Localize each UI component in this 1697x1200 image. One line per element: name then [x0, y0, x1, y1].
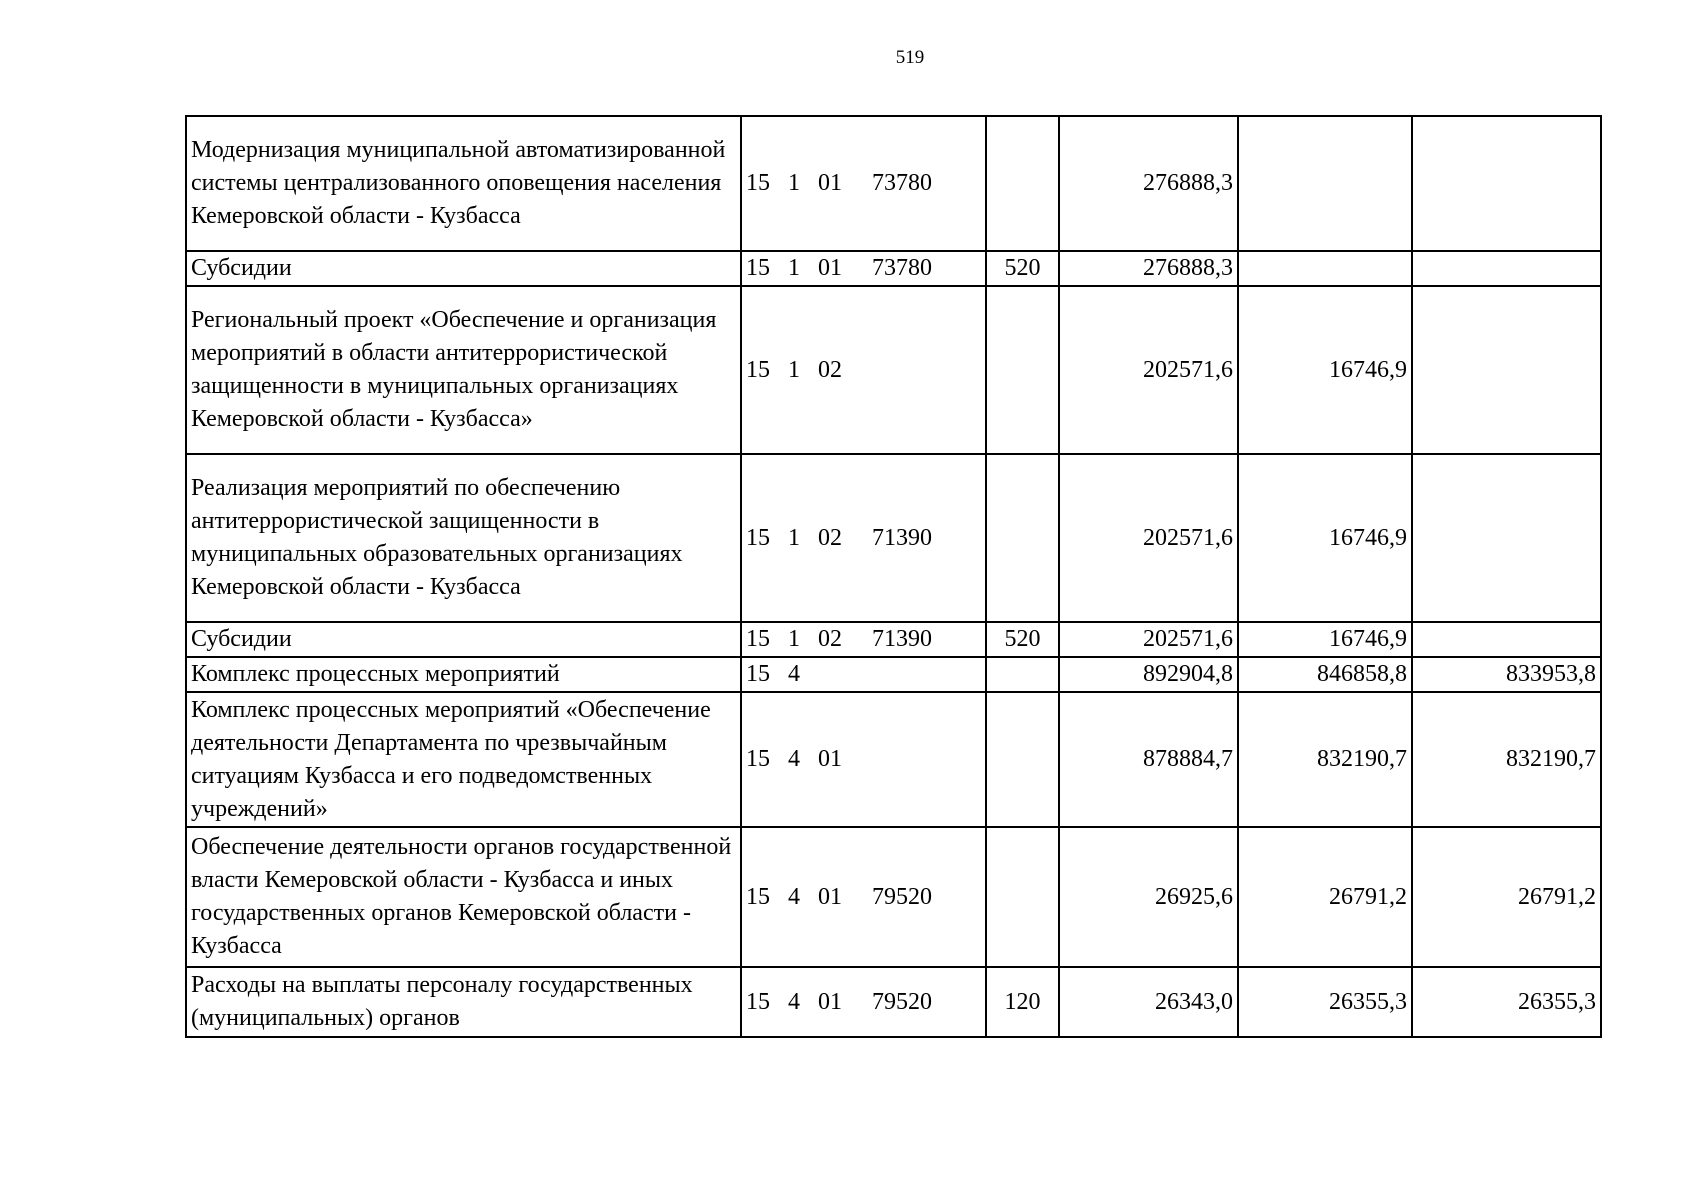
- row-name: Обеспечение деятельности органов государственной власти Кемеровской области - Кузбасса и иных государственных органов Кемеровской области - Кузбасса: [186, 827, 741, 967]
- row-code: 15 4 01 79520: [741, 827, 986, 967]
- budget-table: [185, 115, 1602, 1038]
- table-row: [186, 967, 1601, 1037]
- table-row: [186, 692, 1601, 827]
- row-vr: [986, 692, 1059, 827]
- row-vr: 520: [986, 622, 1059, 657]
- row-year3: [1412, 251, 1601, 286]
- row-vr: 120: [986, 967, 1059, 1037]
- row-name: Модернизация муниципальной автоматизированной системы централизованного оповещения населения Кемеровской области - Кузбасса: [186, 116, 741, 251]
- row-name: Региональный проект «Обеспечение и организация мероприятий в области антитеррористической защищенности в муниципальных организациях Кемеровской области - Кузбасса»: [186, 286, 741, 454]
- row-year2: 16746,9: [1238, 622, 1412, 657]
- page-number: 519: [895, 47, 925, 68]
- table-row: [186, 286, 1601, 454]
- row-year3: 832190,7: [1412, 692, 1601, 827]
- row-year3: [1412, 454, 1601, 622]
- row-year3: [1412, 116, 1601, 251]
- row-year2: 16746,9: [1238, 454, 1412, 622]
- row-year2: 832190,7: [1238, 692, 1412, 827]
- row-year2: [1238, 116, 1412, 251]
- row-year3: [1412, 622, 1601, 657]
- row-year2: 26355,3: [1238, 967, 1412, 1037]
- row-vr: 520: [986, 251, 1059, 286]
- row-year2: 846858,8: [1238, 657, 1412, 692]
- row-year1: 26925,6: [1059, 827, 1238, 967]
- row-name: Комплекс процессных мероприятий «Обеспечение деятельности Департамента по чрезвычайным ситуациям Кузбасса и его подведомственных учреждений»: [186, 692, 741, 827]
- row-year1: 276888,3: [1059, 251, 1238, 286]
- table-row: [186, 116, 1601, 251]
- row-year1: 202571,6: [1059, 622, 1238, 657]
- table-row: [186, 657, 1601, 692]
- row-name: Реализация мероприятий по обеспечению антитеррористической защищенности в муниципальных образовательных организациях Кемеровской области - Кузбасса: [186, 454, 741, 622]
- row-year3: 26791,2: [1412, 827, 1601, 967]
- row-code: 15 1 01 73780: [741, 116, 986, 251]
- row-code: 15 1 02 71390: [741, 454, 986, 622]
- row-name: Комплекс процессных мероприятий: [186, 657, 741, 692]
- row-vr: [986, 116, 1059, 251]
- row-year1: 892904,8: [1059, 657, 1238, 692]
- row-year1: 26343,0: [1059, 967, 1238, 1037]
- row-code: 15 1 01 73780: [741, 251, 986, 286]
- row-year1: 878884,7: [1059, 692, 1238, 827]
- row-vr: [986, 657, 1059, 692]
- row-vr: [986, 454, 1059, 622]
- row-name: Субсидии: [186, 622, 741, 657]
- row-code: 15 1 02: [741, 286, 986, 454]
- row-year2: [1238, 251, 1412, 286]
- row-year1: 276888,3: [1059, 116, 1238, 251]
- row-year2: 26791,2: [1238, 827, 1412, 967]
- row-year1: 202571,6: [1059, 286, 1238, 454]
- row-name: Расходы на выплаты персоналу государственных (муниципальных) органов: [186, 967, 741, 1037]
- row-year3: 833953,8: [1412, 657, 1601, 692]
- table-row: [186, 827, 1601, 967]
- row-vr: [986, 286, 1059, 454]
- row-name: Субсидии: [186, 251, 741, 286]
- row-code: 15 4: [741, 657, 986, 692]
- table-row: [186, 622, 1601, 657]
- row-year3: [1412, 286, 1601, 454]
- table-row: [186, 251, 1601, 286]
- row-code: 15 1 02 71390: [741, 622, 986, 657]
- row-year1: 202571,6: [1059, 454, 1238, 622]
- row-code: 15 4 01: [741, 692, 986, 827]
- row-year3: 26355,3: [1412, 967, 1601, 1037]
- row-vr: [986, 827, 1059, 967]
- table-row: [186, 454, 1601, 622]
- row-year2: 16746,9: [1238, 286, 1412, 454]
- row-code: 15 4 01 79520: [741, 967, 986, 1037]
